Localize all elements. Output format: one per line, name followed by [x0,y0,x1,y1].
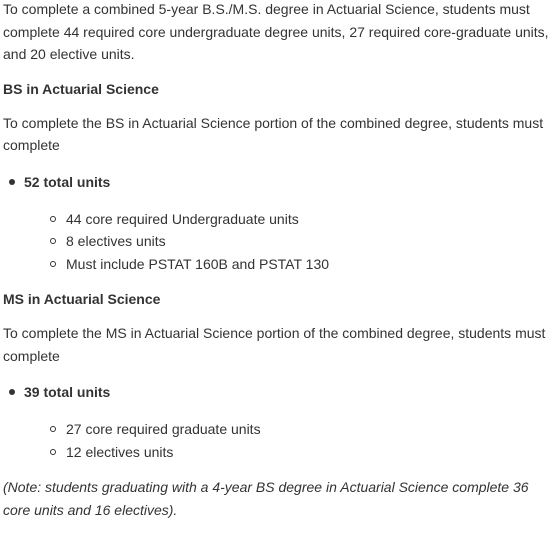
bs-description: To complete the BS in Actuarial Science portion of the combined degree, students must complete [3,114,544,153]
bullet-circle-icon [50,449,56,455]
ms-heading: MS in Actuarial Science [3,291,161,307]
bs-requirements-list [3,171,551,276]
bullet-circle-icon [50,426,56,432]
bs-item-text: Must include PSTAT 160B and PSTAT 130 [66,255,330,272]
list-item [24,230,551,253]
ms-requirements-list [3,381,551,463]
note-paragraph: (Note: students graduating with a 4-year BS degree in Actuarial Science complete 36 core units and 16 electives). [3,479,529,518]
ms-total-units-item [3,381,551,463]
intro-paragraph: To complete a combined 5-year B.S./M.S. degree in Actuarial Science, students must complete 44 required core undergraduate degree units, 27 required core-graduate units, and 20 elective units. [3,1,549,62]
ms-total-units: 39 total units [24,384,111,400]
list-item [24,418,551,441]
bs-total-units-item [3,171,551,276]
ms-item-text: 12 electives units [66,443,174,460]
bullet-circle-icon [50,216,56,222]
ms-description: To complete the MS in Actuarial Science portion of the combined degree, students must complete [3,325,546,364]
bullet-circle-icon [50,238,56,244]
list-item [24,208,551,231]
bullet-circle-icon [50,261,56,267]
bs-total-units: 52 total units [24,173,111,190]
list-item [24,441,551,464]
bullet-dot-icon [9,179,15,185]
bullet-dot-icon [9,389,15,395]
bs-sub-list [24,208,551,276]
bs-item-text: 44 core required Undergraduate units [66,210,299,227]
ms-sub-list [24,418,551,463]
ms-item-text: 27 core required graduate units [66,421,261,437]
bs-heading: BS in Actuarial Science [3,80,159,97]
bs-item-text: 8 electives units [66,233,166,249]
list-item [24,253,551,276]
degree-requirements-content [3,0,551,521]
